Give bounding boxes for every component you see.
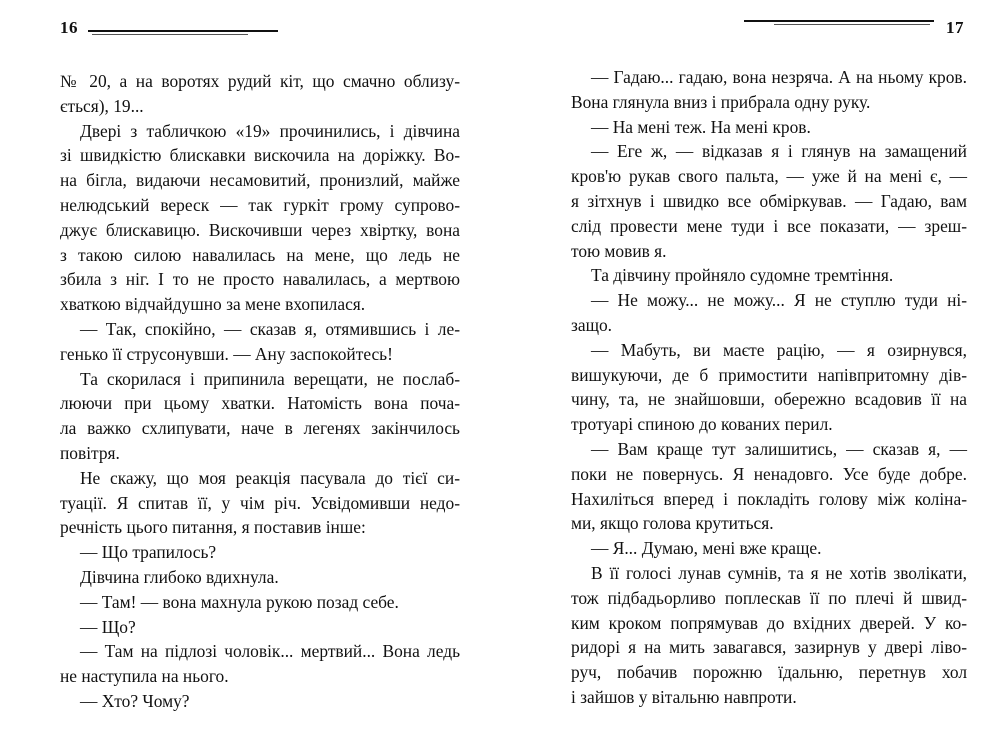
right-page (500, 0, 999, 733)
text-line: збила з ніг. І то не просто навалилась, а мертвою (60, 269, 460, 290)
header-rule (88, 30, 278, 37)
text-line: генько її струсонувши. — Ану заспокойтесь! (60, 343, 393, 364)
text-line: люючи при цьому хватки. Натомість вона поча- (60, 393, 460, 414)
body-text (60, 69, 460, 714)
text-line: ридорі я на мить завагався, зазирнув у двері ліво- (571, 637, 967, 658)
text-line: — Мабуть, ви маєте рацію, — я озирнувся, (591, 339, 967, 360)
text-line: ла важко схлипувати, наче в легенях закінчилось (60, 418, 460, 439)
text-line: слід провести мене туди і все показати, — зреш- (571, 215, 967, 236)
text-line: — На мені теж. На мені кров. (591, 116, 811, 137)
text-line: вишукуючи, де б примостити напівпритомну дів- (571, 364, 967, 385)
text-line: кров'ю рукав свого пальта, — уже й на мені є, — (571, 166, 967, 187)
text-line: — Еге ж, — відказав я і глянув на замащений (591, 141, 967, 162)
text-line: хваткою відчайдушно за мене вхопилася. (60, 294, 366, 315)
text-line: — Що? (80, 616, 136, 637)
text-line: ми, якщо голова крутиться. (571, 513, 774, 534)
text-line: защо. (571, 314, 613, 335)
text-line: я зітхнув і швидко все обміркував. — Гадаю, вам (571, 190, 967, 211)
text-line: речність цього питання, я поставив інше: (60, 517, 366, 538)
text-line: — Хто? Чому? (80, 690, 190, 711)
text-line: з такою силою навалилась на мене, що ледь не (60, 244, 460, 265)
page-number: 16 (60, 18, 78, 37)
text-line: тож підбадьорливо поплескав її по плечі й швид- (571, 587, 967, 608)
text-line: Нахиліться вперед і покладіть голову між коліна- (571, 488, 967, 509)
text-line: Та дівчину пройняло судомне тремтіння. (591, 265, 894, 286)
text-line: Не скажу, що моя реакція пасувала до тієї си- (80, 467, 460, 488)
text-line: Двері з табличкою «19» прочинились, і дівчина (80, 120, 460, 141)
text-line: нелюдський вереск — так гуркіт грому супрово- (60, 194, 460, 215)
text-line: на бігла, видаючи несамовитий, пронизлий, майже (60, 170, 460, 191)
text-line: чину, та, не знайшовши, обережно всадовив її на (571, 389, 967, 410)
text-line: ється), 19... (60, 95, 144, 116)
text-line: — Я... Думаю, мені вже краще. (591, 538, 822, 559)
text-line: ким кроком попрямував до вхідних дверей. У ко- (571, 612, 967, 633)
text-line: і зайшов у вітальню навпроти. (571, 686, 797, 707)
text-line: руч, побачив порожню їдальню, перетнув хол (571, 662, 967, 683)
text-line: тою мовив я. (571, 240, 667, 261)
header-rule (744, 20, 934, 27)
text-line: тротуарі спиною до кованих перил. (571, 414, 833, 435)
text-line: — Гадаю... гадаю, вона незряча. А на ньому кров. (591, 67, 967, 87)
text-line: — Там на підлозі чоловік... мертвий... Вона ледь (80, 641, 460, 662)
text-line: джує блискавицю. Вискочивши через хвіртку, вона (60, 219, 460, 240)
text-line: зі швидкістю блискавки вискочила на доріжку. Во- (60, 145, 460, 166)
text-line: В її голосі лунав сумнів, та я не хотів зволікати, (591, 562, 967, 583)
text-line: — Там! — вона махнула рукою позад себе. (80, 591, 399, 612)
text-line: — Не можу... не можу... Я не ступлю туди ні- (591, 290, 967, 311)
text-line: — Так, спокійно, — сказав я, отямившись і ле- (80, 318, 460, 339)
text-line: туації. Я спитав її, у чім річ. Усвідомивши недо- (60, 492, 460, 513)
text-line: — Що трапилось? (80, 542, 217, 563)
text-line: Та скорилася і припинила верещати, не послаб- (80, 368, 460, 389)
page-number: 17 (946, 18, 964, 37)
text-line: — Вам краще тут залишитись, — сказав я, — (591, 438, 967, 459)
text-line: № 20, а на воротях рудий кіт, що смачно облизу- (60, 71, 460, 91)
text-line: Вона глянула вниз і прибрала одну руку. (571, 91, 871, 112)
text-line: повітря. (60, 442, 120, 463)
body-text (571, 65, 967, 710)
text-line: Дівчина глибоко вдихнула. (80, 566, 279, 587)
text-line: не наступила на нього. (60, 666, 229, 687)
text-line: поки не повернусь. Я ненадовго. Усе буде добре. (571, 463, 967, 484)
